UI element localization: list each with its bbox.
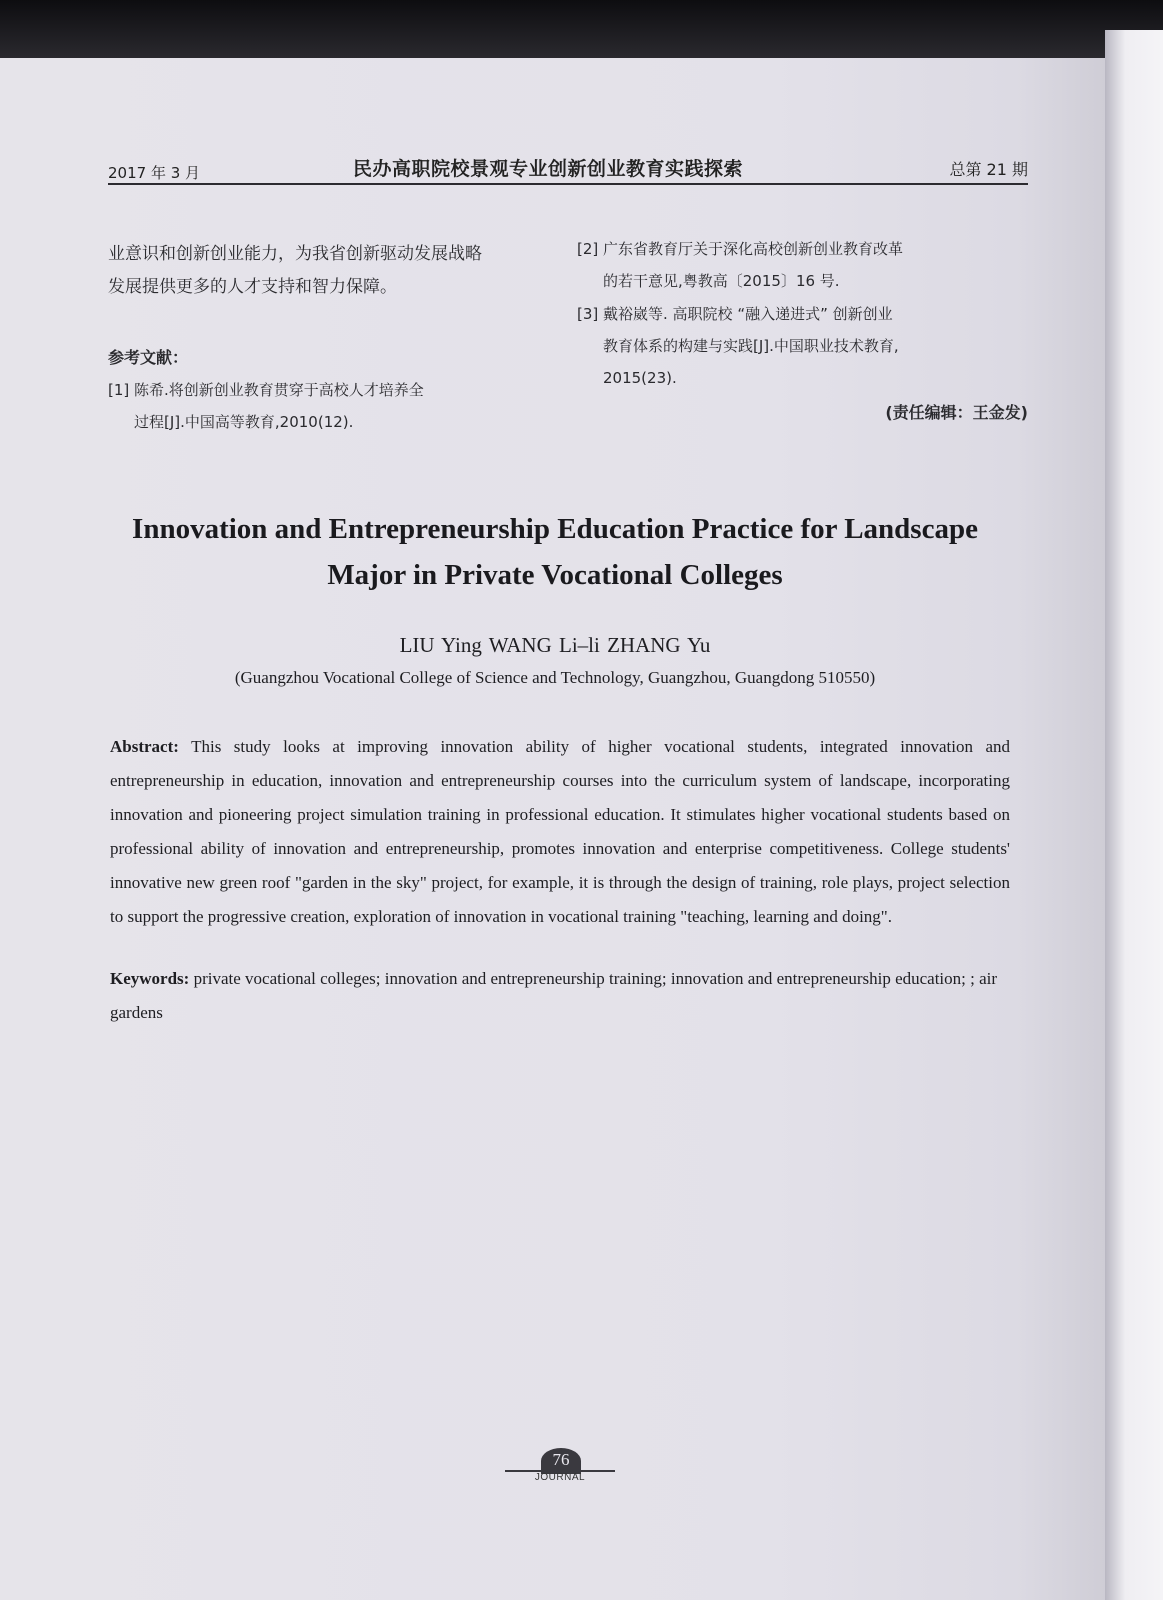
body-paragraph [108, 238, 548, 304]
reference-2 [577, 233, 1007, 297]
reference-line: 的若干意见,粤教高〔2015〕16 号. [603, 272, 840, 290]
running-header [108, 154, 1028, 184]
abstract-text: This study looks at improving innovation ability of higher vocational students, integrated innovation and entrepreneurship in education, innovation and entrepreneurship courses into the curriculum system of landscape, incorporating innovation and pioneering project simulation training in professional education. It stimulates higher vocational students based on professional ability of innovation and entrepreneurship, promotes innovation and enterprise competitiveness. College students' innovative new green roof "garden in the sky" project, for example, it is through the design of training, role plays, project selection to support the progressive creation, exploration of innovation in vocational training "teaching, learning and doing". [110, 737, 1010, 926]
title-line: Innovation and Entrepreneurship Education Practice for Landscape [132, 513, 978, 545]
page-number-badge [505, 1448, 615, 1488]
reference-3 [577, 298, 1007, 394]
keywords-label: Keywords: [110, 969, 190, 988]
authors: LIU Ying WANG Li–li ZHANG Yu [399, 633, 711, 657]
abstract-label: Abstract: [110, 737, 179, 756]
reference-line: 2015(23). [603, 369, 677, 387]
reference-line: 过程[J].中国高等教育,2010(12). [134, 413, 354, 431]
header-date: 2017 年 3 月 [108, 164, 201, 182]
body-line: 业意识和创新创业能力，为我省创新驱动发展战略 [108, 244, 482, 264]
english-title [100, 506, 1010, 598]
scan-top-shadow [0, 0, 1163, 58]
reference-line: [3] 戴裕崴等. 高职院校 “融入递进式” 创新创业 [577, 305, 893, 323]
reference-line: [1] 陈希.将创新创业教育贯穿于高校人才培养全 [108, 381, 424, 399]
header-running-title: 民办高职院校景观专业创新创业教育实践探索 [353, 158, 744, 180]
reference-line: 教育体系的构建与实践[J].中国职业技术教育, [603, 337, 899, 355]
affiliation: (Guangzhou Vocational College of Science and Technology, Guangzhou, Guangdong 510550) [234, 668, 876, 687]
title-line: Major in Private Vocational Colleges [327, 559, 783, 591]
responsible-editor: (责任编辑：王金发) [885, 403, 1028, 422]
reference-1 [108, 374, 548, 438]
body-line: 发展提供更多的人才支持和智力保障。 [108, 277, 397, 297]
page-binding-edge [1105, 30, 1163, 1600]
reference-line: [2] 广东省教育厅关于深化高校创新创业教育改革 [577, 240, 904, 258]
keywords-text: private vocational colleges; innovation and entrepreneurship training; innovation and entrepreneurship education; ; air gardens [110, 969, 998, 1022]
keywords [110, 962, 1010, 1030]
header-rule [108, 183, 1028, 185]
abstract [110, 730, 1010, 934]
journal-label: JOURNAL [534, 1472, 586, 1483]
header-issue: 总第 21 期 [949, 160, 1028, 179]
references-heading: 参考文献： [108, 348, 189, 367]
page-number: 76 [552, 1450, 570, 1469]
